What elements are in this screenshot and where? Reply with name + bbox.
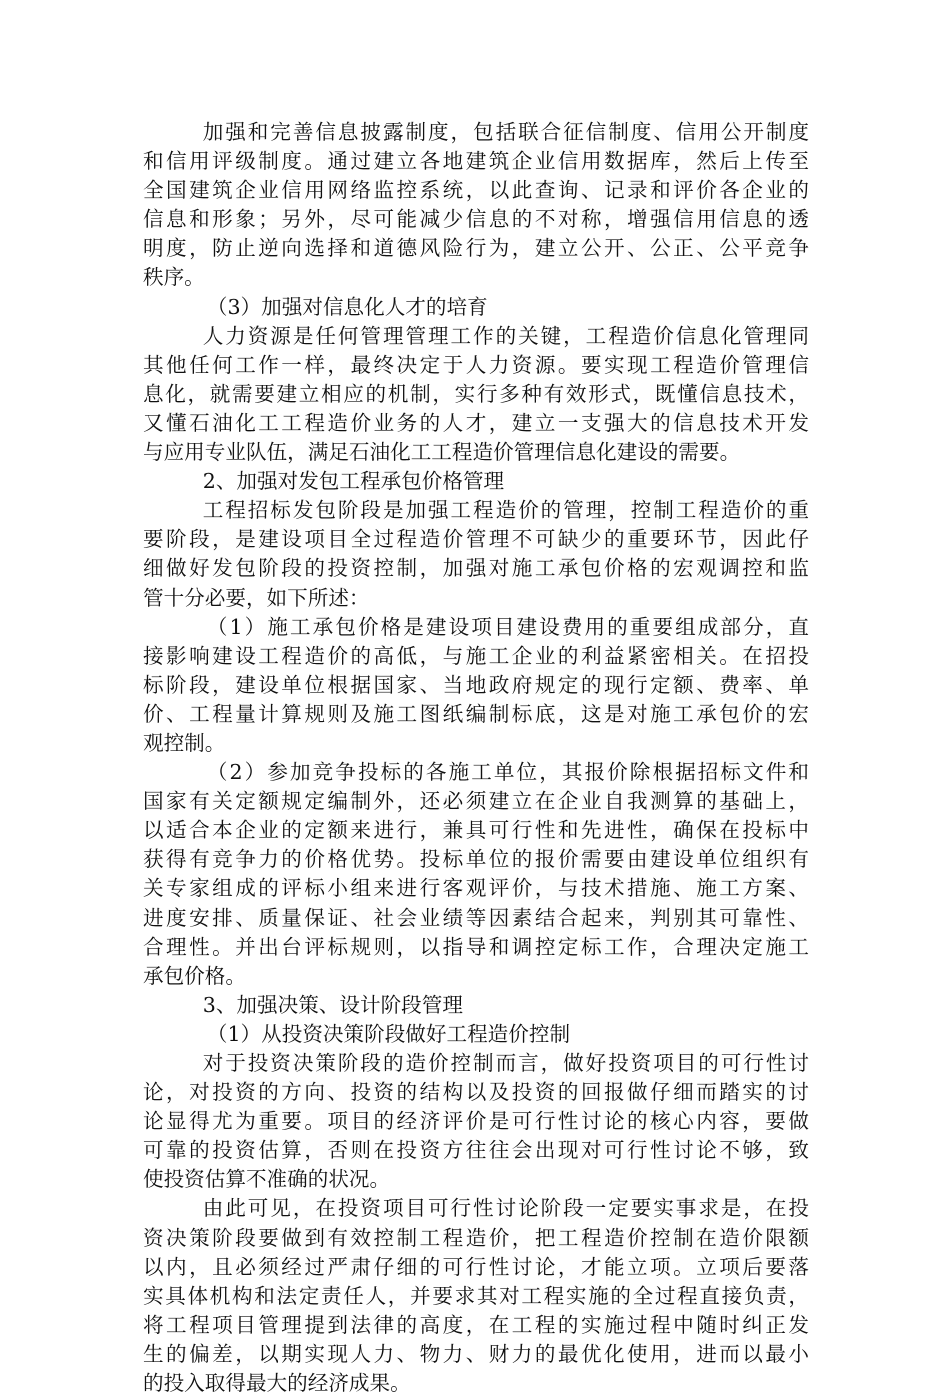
document-page [143, 118, 809, 1398]
list-item-paragraph [143, 613, 809, 758]
text-line: 与应用专业队伍，满足石油化工工程造价管理信息化建设的需要。 [143, 440, 741, 465]
text-line: 接影响建设工程造价的高低，与施工企业的利益紧密相关。在招投 [143, 643, 809, 668]
list-item-paragraph [143, 758, 809, 991]
text-line: 使投资估算不准确的状况。 [143, 1167, 391, 1192]
section-heading: 3、加强决策、设计阶段管理 [202, 992, 463, 1017]
text-line: 获得有竞争力的价格优势。投标单位的报价需要由建设单位组织有 [143, 847, 809, 872]
text-line: 国家有关定额规定编制外，还必须建立在企业自我测算的基础上， [143, 789, 809, 814]
paragraph [143, 118, 809, 293]
text-line: 实具体机构和法定责任人，并要求其对工程实施的全过程直接负责， [143, 1283, 809, 1308]
text-line: 论，对投资的方向、投资的结构以及投资的回报做仔细而踏实的讨 [143, 1080, 809, 1105]
text-line: 将工程项目管理提到法律的高度，在工程的实施过程中随时纠正发 [143, 1312, 809, 1337]
text-line: 全国建筑企业信用网络监控系统，以此查询、记录和评价各企业的 [143, 178, 809, 203]
text-line: 以适合本企业的定额来进行，兼具可行性和先进性，确保在投标中 [143, 818, 809, 843]
text-line: 细做好发包阶段的投资控制，加强对施工承包价格的宏观调控和监 [143, 556, 809, 581]
section-heading: （3）加强对信息化人才的培育 [206, 294, 488, 319]
text-line: 工程招标发包阶段是加强工程造价的管理，控制工程造价的重 [202, 498, 809, 523]
text-line: 论显得尤为重要。项目的经济评价是可行性讨论的核心内容，要做 [143, 1109, 809, 1134]
text-line: 秩序。 [143, 265, 205, 290]
section-heading: （1）从投资决策阶段做好工程造价控制 [206, 1021, 571, 1046]
text-line: 承包价格。 [143, 963, 246, 988]
paragraph [143, 1194, 809, 1398]
text-line: 对于投资决策阶段的造价控制而言，做好投资项目的可行性讨 [202, 1051, 809, 1075]
text-line: 可靠的投资估算，否则在投资方往往会出现对可行性讨论不够，致 [143, 1138, 809, 1163]
text-line: 明度，防止逆向选择和道德风险行为，建立公开、公正、公平竞争 [143, 236, 809, 261]
text-line: 人力资源是任何管理管理工作的关键，工程造价信息化管理同 [202, 323, 809, 348]
text-line: 其他任何工作一样，最终决定于人力资源。要实现工程造价管理信 [143, 352, 809, 377]
paragraph [143, 496, 809, 612]
text-line: 由此可见，在投资项目可行性讨论阶段一定要实事求是，在投 [202, 1196, 809, 1221]
text-line: 的投入取得最大的经济成果。 [143, 1371, 411, 1396]
text-line: 息化，就需要建立相应的机制，实行多种有效形式，既懂信息技术， [143, 381, 809, 406]
text-line: 加强和完善信息披露制度，包括联合征信制度、信用公开制度 [202, 120, 809, 144]
text-line: 信息和形象；另外，尽可能减少信息的不对称，增强信用信息的透 [143, 207, 809, 232]
text-line: 价、工程量计算规则及施工图纸编制标底，这是对施工承包价的宏 [143, 701, 809, 726]
text-line: 进度安排、质量保证、社会业绩等因素结合起来，判别其可靠性、 [143, 905, 809, 930]
paragraph [143, 322, 809, 467]
text-line: 和信用评级制度。通过建立各地建筑企业信用数据库，然后上传至 [143, 149, 809, 174]
text-line: （1）施工承包价格是建设项目建设费用的重要组成部分，直 [206, 614, 809, 639]
text-line: 又懂石油化工工程造价业务的人才，建立一支强大的信息技术开发 [143, 410, 809, 435]
text-line: 合理性。并出台评标规则，以指导和调控定标工作，合理决定施工 [143, 934, 809, 959]
text-line: 观控制。 [143, 730, 226, 755]
text-line: 管十分必要，如下所述： [143, 585, 370, 610]
text-line: 生的偏差，以期实现人力、物力、财力的最优化使用，进而以最小 [143, 1341, 809, 1366]
text-line: 要阶段，是建设项目全过程造价管理不可缺少的重要环节，因此仔 [143, 527, 809, 552]
text-line: 以内，且必须经过严肃仔细的可行性讨论，才能立项。立项后要落 [143, 1254, 809, 1279]
text-line: 资决策阶段要做到有效控制工程造价，把工程造价控制在造价限额 [143, 1225, 809, 1250]
section-heading: 2、加强对发包工程承包价格管理 [202, 469, 505, 494]
paragraph [143, 1049, 809, 1194]
text-line: 标阶段，建设单位根据国家、当地政府规定的现行定额、费率、单 [143, 672, 809, 697]
text-line: 关专家组成的评标小组来进行客观评价，与技术措施、施工方案、 [143, 876, 809, 901]
text-line: （2）参加竞争投标的各施工单位，其报价除根据招标文件和 [206, 760, 809, 785]
